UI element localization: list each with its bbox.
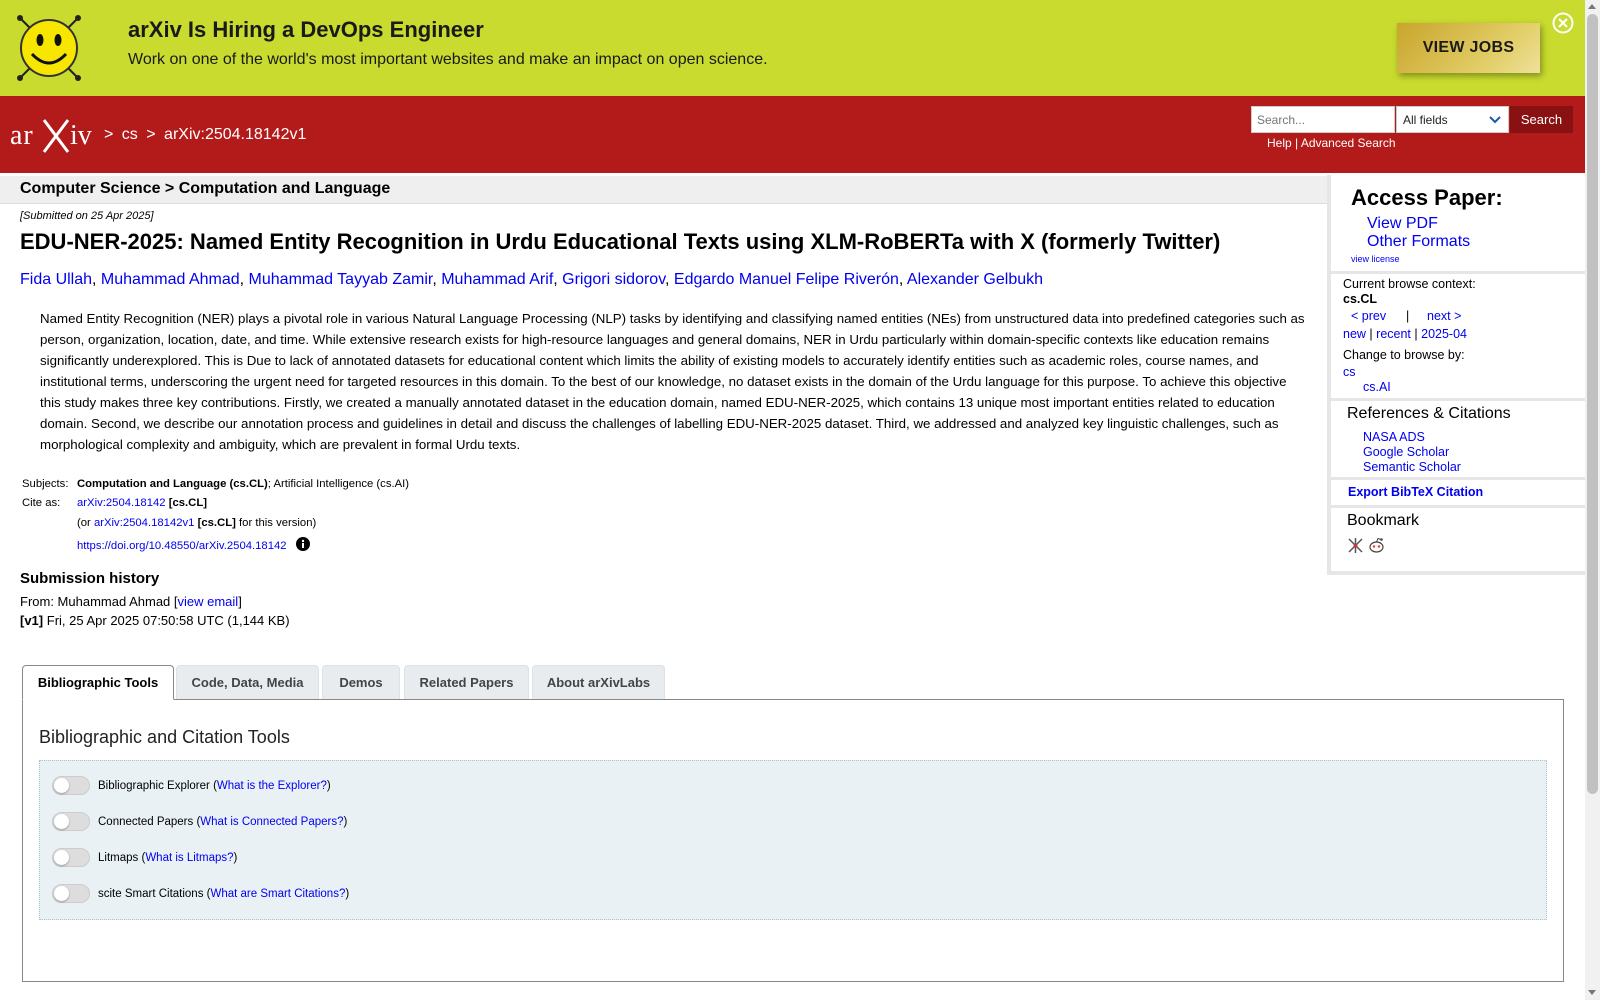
scroll-thumb[interactable] xyxy=(1587,14,1598,794)
access-paper-title: Access Paper: xyxy=(1351,185,1503,210)
version-label: [v1] xyxy=(20,613,44,628)
pipe-divider: | xyxy=(1414,327,1418,341)
toggle-switch[interactable] xyxy=(52,848,90,867)
google-scholar-link[interactable]: Google Scholar xyxy=(1363,445,1450,459)
prev-link[interactable]: < prev xyxy=(1351,309,1387,323)
pipe-divider: | xyxy=(1369,327,1373,341)
browse-links xyxy=(1343,327,1467,341)
tab-about-arxivlabs[interactable]: About arXivLabs xyxy=(532,665,665,699)
scroll-down-arrow-icon[interactable] xyxy=(1588,990,1596,995)
sidebar xyxy=(1327,175,1585,575)
page-scrollbar[interactable] xyxy=(1585,0,1600,1000)
arxiv-logo[interactable] xyxy=(10,114,102,156)
subject-heading: Computer Science > Computation and Language xyxy=(20,180,391,197)
tool-name: Bibliographic Explorer xyxy=(98,779,210,792)
tool-help-link[interactable]: What is the Explorer? xyxy=(216,779,327,792)
cite-version-suffix: for this version) xyxy=(239,517,317,529)
tab-panel xyxy=(22,699,1564,982)
panel-title: Bibliographic and Citation Tools xyxy=(39,727,290,747)
author-link[interactable]: Muhammad Ahmad xyxy=(100,271,240,288)
author-link[interactable]: Muhammad Tayyab Zamir xyxy=(248,271,433,288)
breadcrumb-separator: > xyxy=(146,126,156,143)
breadcrumb-separator: > xyxy=(104,126,114,143)
info-icon[interactable] xyxy=(296,537,310,551)
search-field-select[interactable] xyxy=(1396,106,1509,133)
version-info: Fri, 25 Apr 2025 07:50:58 UTC (1,144 KB) xyxy=(46,613,290,628)
export-bibtex-link[interactable]: Export BibTeX Citation xyxy=(1348,485,1484,499)
hiring-banner xyxy=(0,0,1585,96)
nasa-ads-link[interactable]: NASA ADS xyxy=(1363,430,1425,444)
tool-row: Connected Papers ( What is Connected Papers? ) xyxy=(52,812,347,831)
abstract: Named Entity Recognition (NER) plays a pivotal role in various Natural Language Processing (NLP) tasks by identifying and classifying named entities (NEs) from unstructured data into predefined categories such as person, organization, location, date, and time. While extensive research exists for high-resource languages and general domains, NER in Urdu particularly within domain-specific contexts like education remains significantly underexplored. This is Due to lack of annotated datasets for educational content which limits the ability of existing models to accurately identify entities such as academic roles, course names, and institutional terms, underscoring the urgent need for targeted resources in this domain. To the best of our knowledge, no dataset exists in the domain of the Urdu language for this purpose. To achieve this objective this study makes three key contributions. Firstly, we created a manually annotated dataset in the education domain, named EDU-NER-2025, which contains 13 unique most important entities related to education domain. Second, we describe our annotation process and guidelines in detail and discuss the challenges of labelling EDU-NER-2025 dataset. Third, we addressed and analyzed key linguistic challenges, such as morphological complexity and ambiguity, which are prevalent in formal Urdu texts. xyxy=(40,311,1305,452)
tool-help-link[interactable]: What are Smart Citations? xyxy=(210,887,346,900)
cite-label: Cite as: xyxy=(22,497,61,509)
tab-bibliographic-tools[interactable]: Bibliographic Tools xyxy=(22,665,174,700)
cite-id-link[interactable]: arXiv:2504.18142 xyxy=(77,497,166,509)
pipe-divider: | xyxy=(1406,309,1410,323)
view-license-link[interactable]: view license xyxy=(1351,254,1400,264)
tool-help-link[interactable]: What is Litmaps? xyxy=(145,851,234,864)
new-link[interactable]: new xyxy=(1343,327,1366,341)
svg-text:iv: iv xyxy=(70,120,92,151)
view-jobs-button[interactable]: VIEW JOBS xyxy=(1397,23,1540,73)
change-browse-label: Change to browse by: xyxy=(1343,348,1465,362)
recent-link[interactable]: recent xyxy=(1376,327,1411,341)
browse-cs-link[interactable]: cs xyxy=(1343,365,1356,379)
author-link[interactable]: Fida Ullah xyxy=(20,271,93,288)
svg-text:ar: ar xyxy=(10,120,34,151)
site-header xyxy=(0,96,1585,173)
month-link[interactable]: 2025-04 xyxy=(1421,327,1467,341)
breadcrumb-cs[interactable]: cs xyxy=(121,126,138,143)
browse-context-value: cs.CL xyxy=(1343,292,1378,306)
from-close: ] xyxy=(238,594,242,609)
next-link[interactable]: next > xyxy=(1427,309,1462,323)
semantic-scholar-link[interactable]: Semantic Scholar xyxy=(1363,460,1461,474)
export-box xyxy=(1331,480,1585,505)
tab-related-papers[interactable]: Related Papers xyxy=(404,665,529,699)
subjects-label: Subjects: xyxy=(22,478,69,490)
view-pdf-link[interactable]: View PDF xyxy=(1367,215,1438,232)
search-links xyxy=(1267,136,1396,150)
submission-from xyxy=(20,594,242,609)
bookmark-icons xyxy=(1347,537,1385,554)
toggle-switch[interactable] xyxy=(52,776,90,795)
paper-title: EDU-NER-2025: Named Entity Recognition in Urdu Educational Texts using XLM-RoBERTa with X (formerly Twitter) xyxy=(20,229,1221,254)
author-link[interactable]: Edgardo Manuel Felipe Riverón xyxy=(673,271,899,288)
browse-context-label: Current browse context: xyxy=(1343,277,1476,291)
tool-name: scite Smart Citations xyxy=(98,887,204,900)
tab-code-data-media[interactable]: Code, Data, Media xyxy=(176,665,319,699)
access-paper-box xyxy=(1331,175,1585,271)
version-entry xyxy=(20,613,290,628)
scroll-up-arrow-icon[interactable] xyxy=(1588,4,1596,9)
subject-bar xyxy=(0,176,1327,204)
from-label: From: Muhammad Ahmad [ xyxy=(20,594,178,609)
breadcrumb xyxy=(104,126,310,144)
cite-or-prefix: (or xyxy=(77,517,91,529)
chevron-down-icon xyxy=(1488,113,1502,127)
submitted-date: [Submitted on 25 Apr 2025] xyxy=(20,210,154,222)
banner-subtitle: Work on one of the world's most important websites and make an impact on open science. xyxy=(128,51,768,68)
other-formats-link[interactable]: Other Formats xyxy=(1367,233,1471,250)
tool-help-link[interactable]: What is Connected Papers? xyxy=(200,815,344,828)
submission-history-title: Submission history xyxy=(20,570,160,587)
doi-link[interactable]: https://doi.org/10.48550/arXiv.2504.18142 xyxy=(77,540,287,552)
cite-version-link[interactable]: arXiv:2504.18142v1 xyxy=(93,517,195,529)
search-field-value: All fields xyxy=(1403,113,1448,127)
view-email-link[interactable]: view email xyxy=(177,594,239,609)
references-box xyxy=(1331,401,1585,477)
toggle-switch[interactable] xyxy=(52,812,90,831)
author-link[interactable]: Alexander Gelbukh xyxy=(906,271,1044,288)
author-link[interactable]: Grigori sidorov xyxy=(562,271,665,288)
search-input[interactable] xyxy=(1251,106,1395,133)
author-link[interactable]: Muhammad Arif xyxy=(441,271,554,288)
tab-demos[interactable]: Demos xyxy=(322,665,400,699)
browse-context-box xyxy=(1331,274,1585,398)
help-link[interactable]: Help xyxy=(1267,136,1292,150)
primary-subject: Computation and Language (cs.CL) xyxy=(77,478,268,490)
bibsonomy-icon[interactable] xyxy=(1347,537,1364,554)
breadcrumb-paper-id: arXiv:2504.18142v1 xyxy=(164,126,307,143)
tools-box xyxy=(39,760,1547,920)
author-list: Fida Ullah, Muhammad Ahmad, Muhammad Tayyab Zamir, Muhammad Arif, Grigori sidorov, Edgardo Manuel Felipe Riverón, Alexander Gelbukh xyxy=(20,271,1044,288)
toggle-switch[interactable] xyxy=(52,884,90,903)
banner-title: arXiv Is Hiring a DevOps Engineer xyxy=(128,17,484,42)
advanced-search-link[interactable]: Advanced Search xyxy=(1300,136,1396,150)
bookmark-title: Bookmark xyxy=(1347,512,1420,529)
tool-row: scite Smart Citations ( What are Smart Citations? ) xyxy=(52,884,349,903)
references-title: References & Citations xyxy=(1347,405,1511,422)
tool-name: Litmaps xyxy=(98,851,139,864)
cite-version-category: [cs.CL] xyxy=(197,517,236,529)
tool-name: Connected Papers xyxy=(98,815,194,828)
tool-row: Bibliographic Explorer ( What is the Explorer? ) xyxy=(52,776,331,795)
tool-row: Litmaps ( What is Litmaps? ) xyxy=(52,848,237,867)
bookmark-box xyxy=(1331,508,1585,571)
cite-category: [cs.CL] xyxy=(168,497,207,509)
link-divider: | xyxy=(1295,136,1299,150)
browse-csai-link[interactable]: cs.AI xyxy=(1363,380,1391,394)
smiley-face-icon xyxy=(14,12,84,84)
close-icon[interactable] xyxy=(1552,12,1574,34)
search-button[interactable]: Search xyxy=(1510,106,1573,133)
reddit-icon[interactable] xyxy=(1368,537,1385,554)
secondary-subject: ; Artificial Intelligence (cs.AI) xyxy=(267,478,410,490)
